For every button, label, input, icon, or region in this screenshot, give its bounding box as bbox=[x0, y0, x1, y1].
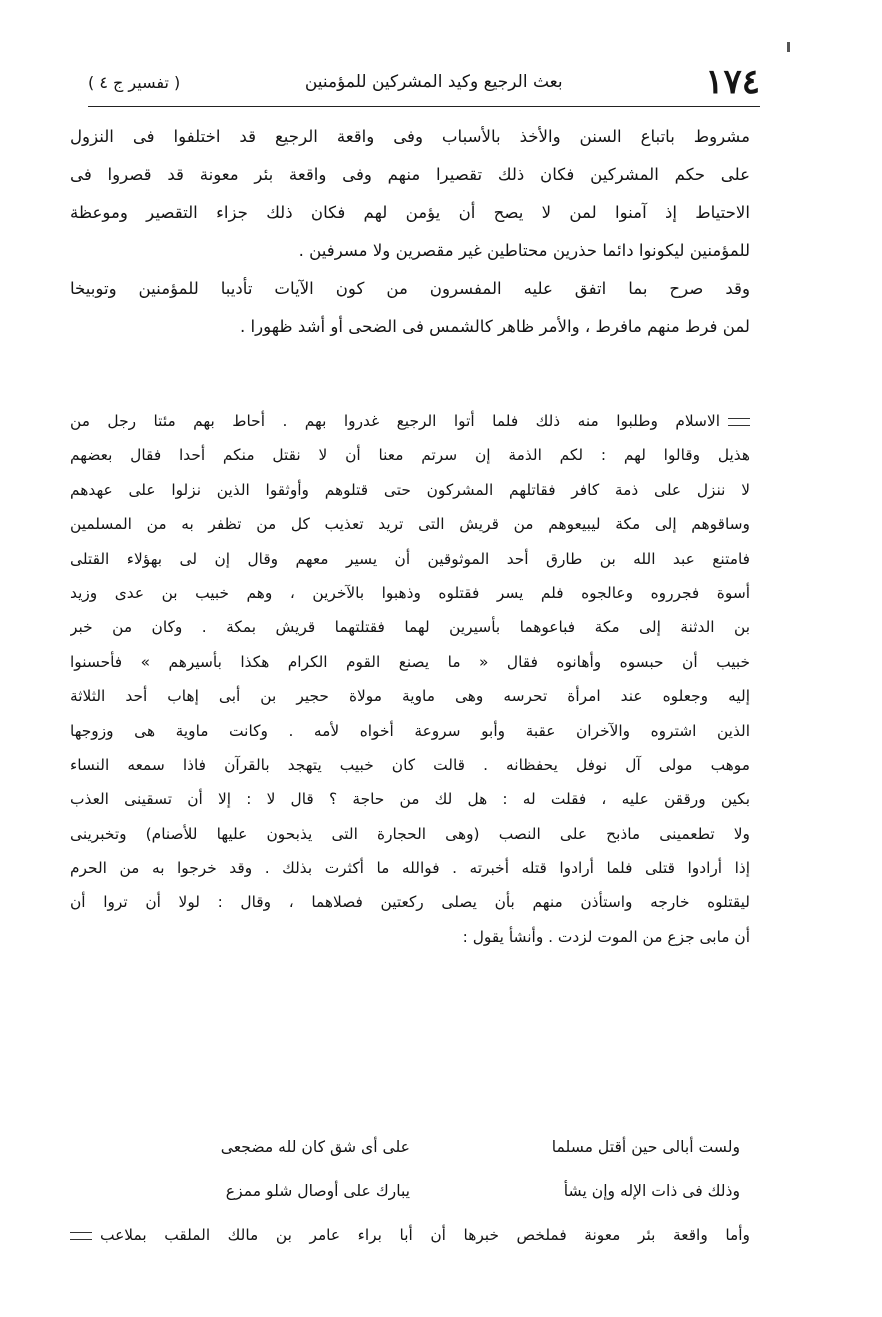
page-header bbox=[88, 58, 760, 107]
continuation-mark bbox=[728, 418, 750, 426]
final-footnote-line bbox=[70, 1226, 750, 1244]
footnote-line: بن الدثنة إلى مكة فباعوهما بأسيرين لهما فقتلتهما قريش بمكة . وكان من خبر bbox=[70, 618, 750, 637]
footnote-line: خبيب أن حبسوه وأهانوه فقال « ما يصنع القوم الكرام هكذا بأسيرهم » فأحسنوا bbox=[70, 652, 750, 671]
footnote-line: أن مابى جزع من الموت لزدت . وأنشأ يقول : bbox=[462, 927, 750, 946]
footnote-line: لا ننزل على ذمة كافر فقاتلهم المشركون حتى قتلوهم وأوثقوا الذين نزلوا على عهدهم bbox=[70, 480, 750, 499]
footnote-line: أسوة فجرروه وعالجوه فلم يسر فقتلوه وذهبوا بالآخرين ، وهم خبيب بن عدى وزيد bbox=[70, 583, 750, 602]
text-line: لمن فرط منهم مافرط ، والأمر ظاهر كالشمس فى الضحى أو أشد ظهورا . bbox=[239, 317, 750, 336]
verse-first-hemistich: ولست أبالى حين أقتل مسلما bbox=[551, 1138, 740, 1156]
footnote-line: إذا أرادوا قتلى فلما أرادوا قتله أخبرته . فوالله ما أكثرت بذلك . وقد خرجوا به من الحرم bbox=[70, 859, 750, 878]
main-text bbox=[70, 118, 750, 346]
running-title: بعث الرجيع وكيد المشركين للمؤمنين bbox=[304, 72, 563, 92]
footnote-line: هذيل وقالوا لهم : لكم الذمة إن سرتم معنا أن لا نقتل منكم أحدا فقال بعضهم bbox=[70, 446, 750, 465]
footnote-line: ليقتلوه خارجه واستأذن منهم بأن يصلى ركعتين فصلاهما ، وقال : لولا أن تروا أن bbox=[70, 893, 750, 912]
footnote-line: ولا تطعمينى ماذبح على النصب (وهى الحجارة التى يذبحون عليها للأصنام) وتخبرينى bbox=[70, 824, 750, 843]
poem-verse bbox=[120, 1182, 740, 1200]
footnote-line: إليه وجعلوه عند امرأة تحرسه وهى ماوية مولاة حجير بن أبى إهاب أحد الثلاثة bbox=[70, 687, 750, 706]
continuation-mark bbox=[70, 1232, 92, 1240]
footnote-text: الاسلام وطلبوا منه ذلك فلما أتوا الرجيع غدروا بهم . أحاط بهم مئتا رجل من bbox=[70, 412, 720, 430]
verse-second-hemistich: على أى شق كان لله مضجعى bbox=[220, 1138, 410, 1156]
text-line: مشروط باتباع السنن والأخذ بالأسباب وفى واقعة الرجيع قد اختلفوا فى النزول bbox=[70, 127, 750, 146]
footnote-text: وأما واقعة بئر معونة فملخص خبرها أن أبا براء عامر بن مالك الملقب بملاعب bbox=[100, 1226, 750, 1244]
footnote-line: الذين اشتروه والآخران عقبة وأبو سروعة أخواه لأمه . وكانت ماوية هى وزوجها bbox=[70, 721, 750, 740]
verse-second-hemistich: يبارك على أوصال شلو ممزع bbox=[225, 1182, 410, 1200]
text-line: وقد صرح بما اتفق عليه المفسرون من كون الآيات تأديبا للمؤمنين وتوبيخا bbox=[70, 279, 750, 298]
verse-first-hemistich: وذلك فى ذات الإله وإن يشأ bbox=[563, 1182, 740, 1200]
poem-verse bbox=[120, 1138, 740, 1156]
text-line: للمؤمنين ليكونوا دائما حذرين محتاطين غير مقصرين ولا مسرفين . bbox=[298, 241, 750, 260]
scan-artifact bbox=[787, 42, 790, 52]
page-number: ١٧٤ bbox=[705, 62, 760, 102]
footnote-line bbox=[70, 404, 750, 438]
text-line: الاحتياط إذ آمنوا لمن لا يصح أن يؤمن لهم فكان ذلك جزاء التقصير وموعظة bbox=[70, 203, 750, 222]
footnote-line: بكين ورققن عليه ، فقلت له : هل لك من حاجة ؟ قال لا : إلا أن تسقينى العذب bbox=[70, 790, 750, 809]
footnote-line: فامتنع عبد الله بن طارق أحد الموثوقين أن يسير معهم وقال إن لى بهؤلاء القتلى bbox=[70, 549, 750, 568]
volume-reference: ( تفسير ج ٤ ) bbox=[88, 72, 181, 92]
footnote-line: موهب مولى آل نوفل يحفظانه . قالت كان خبيب يتهجد بالقرآن فاذا سمعه النساء bbox=[70, 755, 750, 774]
text-line: على حكم المشركين فكان ذلك تقصيرا منهم وفى واقعة بئر معونة قد قصروا فى bbox=[70, 165, 750, 184]
footnote bbox=[70, 404, 750, 954]
footnote-line: وساقوهم إلى مكة ليبيعوهم من قريش التى تريد تعذيب كل من تظفر به من المسلمين bbox=[70, 515, 750, 534]
